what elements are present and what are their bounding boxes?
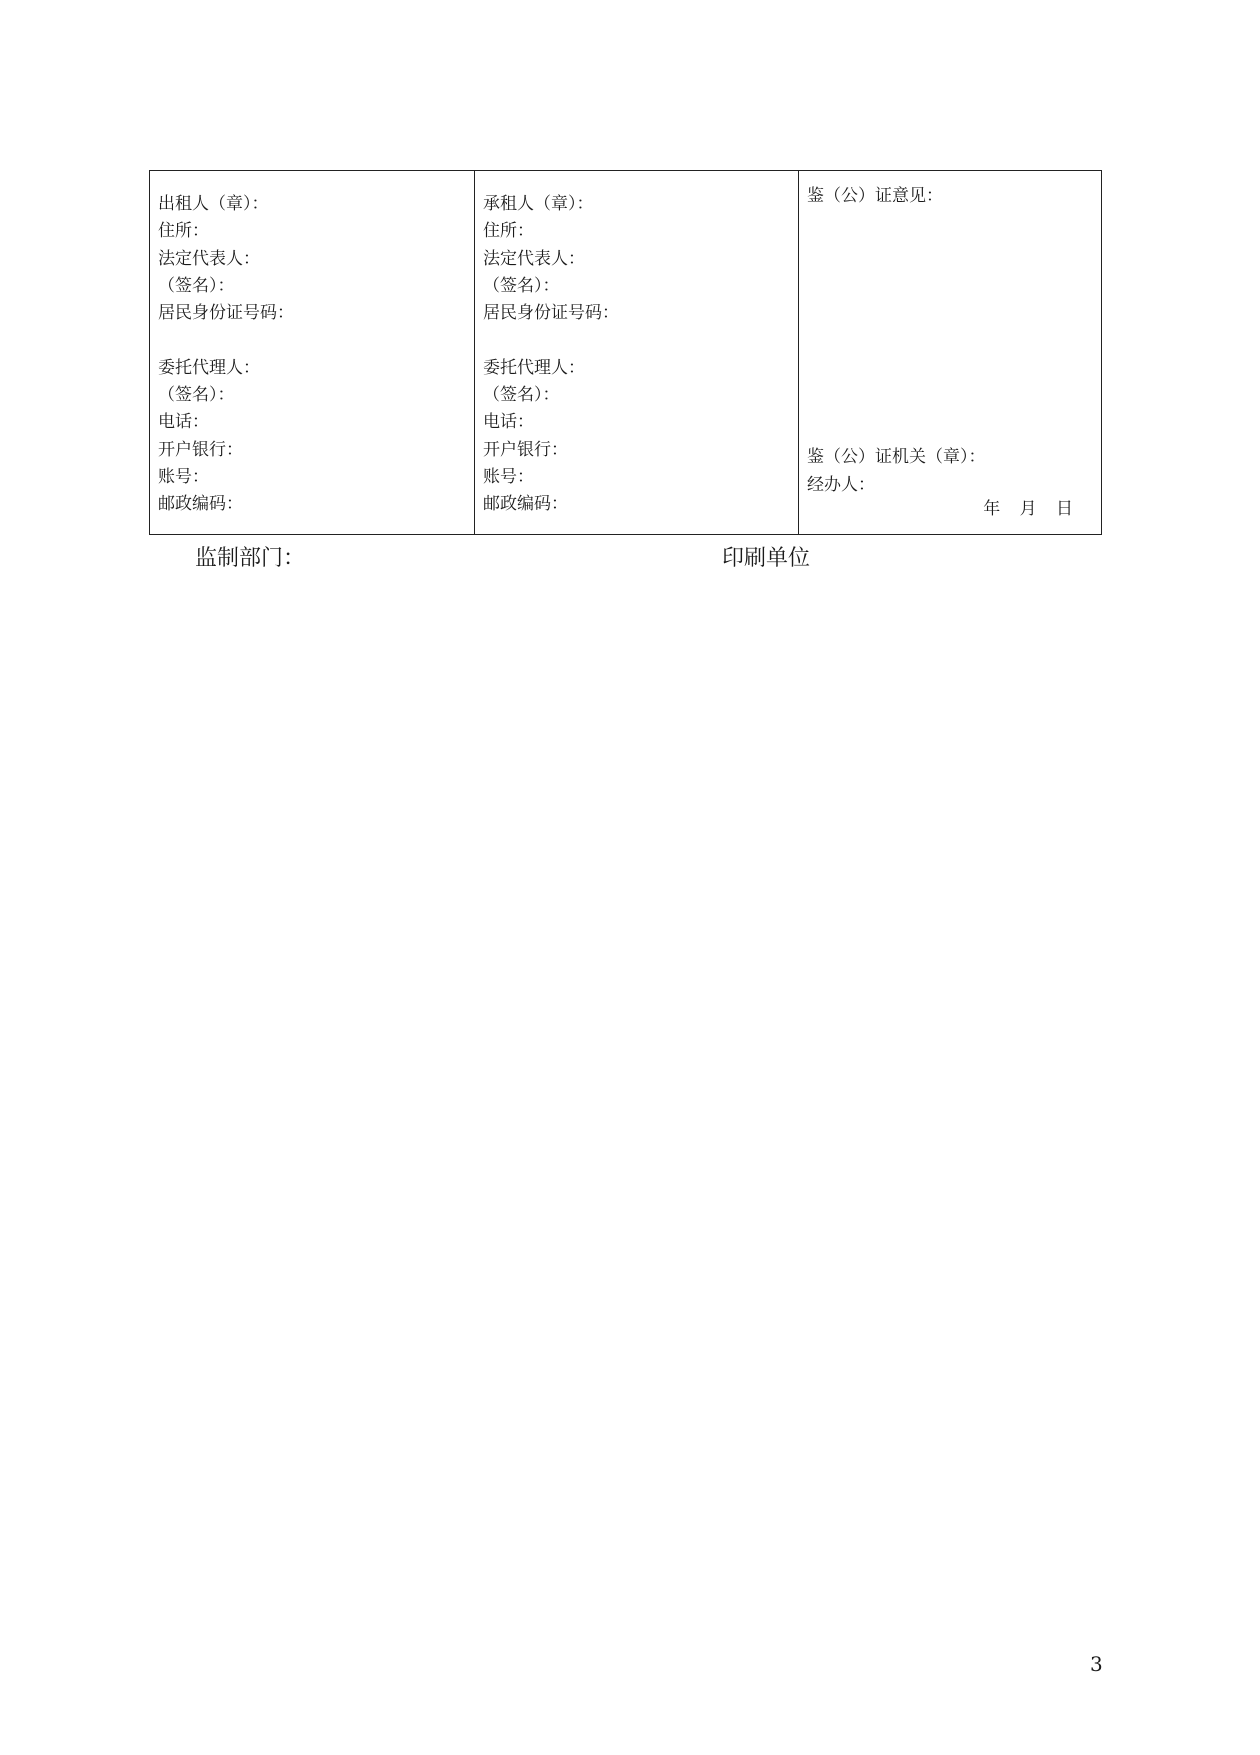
notary-signoff <box>807 443 986 499</box>
lessee-title: 承租人（章）： <box>483 194 594 214</box>
lessee-column <box>475 171 799 534</box>
lessee-agent-label: 委托代理人： <box>483 357 585 378</box>
lessee-signature-label: （签名）： <box>483 275 560 296</box>
notary-handler-label: 经办人： <box>807 475 875 495</box>
lessor-title: 出租人（章）： <box>158 194 269 214</box>
date-line <box>969 497 1073 521</box>
lessor-postcode-label: 邮政编码： <box>158 494 243 515</box>
page-number: 3 <box>1090 1652 1103 1676</box>
date-year-label: 年 <box>983 499 1001 519</box>
lessee-agent-signature-label: （签名）： <box>483 385 560 406</box>
lessor-column <box>150 171 475 534</box>
supervisor-label: 监制部门： <box>195 546 306 571</box>
spacer <box>483 327 792 354</box>
signature-table <box>149 170 1102 535</box>
spacer <box>158 327 468 354</box>
lessee-postcode-label: 邮政编码： <box>483 494 568 515</box>
notary-opinion-label: 鉴（公）证意见： <box>807 186 943 206</box>
lessor-address-label: 住所： <box>158 221 209 242</box>
lessor-agent-label: 委托代理人： <box>158 357 260 378</box>
lessee-phone-label: 电话： <box>483 412 534 433</box>
date-day-label: 日 <box>1056 499 1073 519</box>
lessor-legal-rep-label: 法定代表人： <box>158 248 260 269</box>
lessor-bank-label: 开户银行： <box>158 439 243 460</box>
lessee-account-label: 账号： <box>483 466 534 487</box>
notary-authority-label: 鉴（公）证机关（章）： <box>807 447 986 467</box>
lessor-agent-signature-label: （签名）： <box>158 385 235 406</box>
notary-column <box>799 171 1101 534</box>
lessee-address-label: 住所： <box>483 221 534 242</box>
lessor-id-number-label: 居民身份证号码： <box>158 303 294 324</box>
printer-label: 印刷单位 <box>722 546 811 571</box>
lessee-bank-label: 开户银行： <box>483 439 568 460</box>
lessor-account-label: 账号： <box>158 466 209 487</box>
lessee-legal-rep-label: 法定代表人： <box>483 248 585 269</box>
lessor-fields <box>158 191 468 519</box>
lessor-phone-label: 电话： <box>158 412 209 433</box>
date-month-label: 月 <box>1019 499 1037 519</box>
lessee-id-number-label: 居民身份证号码： <box>483 303 619 324</box>
lessor-signature-label: （签名）： <box>158 275 235 296</box>
lessee-fields <box>483 191 792 519</box>
